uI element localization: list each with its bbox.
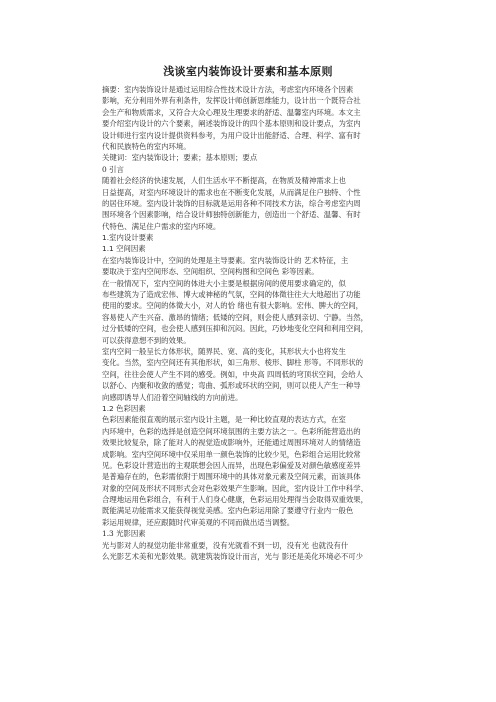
text-line: 见。色彩设计营造出的主观联想会因人而异，出现色彩偏爱及对颜色敏感度差异 [102, 460, 361, 470]
text-line: 色彩因素能很直观的展示室内设计主题，是一种比较直观的表达方式，在室 [102, 415, 346, 425]
text-line: 彩运用规律，还应跟随时代审美观的不同而做出适当调整。 [102, 517, 295, 527]
document-title: 浅谈室内装饰设计要素和基本原则 [163, 65, 333, 78]
subsection-heading: 光与影对人的视觉功能非常重要，没有光就看不到一切，没有光 也就没有什 [102, 540, 349, 550]
text-line: 向感即诱导人们沿着空间轴线的方向前进。 [102, 392, 243, 402]
text-line: 影响，充分利用外界有利条件，发挥设计师创新思维能力，设计出一个既符合社 [102, 96, 361, 106]
text-line: 关键词：室内装饰设计；要素；基本原则；要点 [102, 153, 258, 163]
text-line: 成影响。室内空间环境中仅采用单一颜色装饰的比较少见，色彩组合运用比较常 [102, 449, 361, 459]
text-line: 设计师进行室内设计提供资料参考，为用户设计出能舒适、合理、科学、富有时 [102, 130, 361, 140]
text-line: 在一般情况下，室内空间的体进大小主要是根据房间的使用要求确定的，似 [102, 278, 346, 288]
text-line: 可以获得意想不到的效果。 [102, 335, 191, 345]
text-line: 合理地运用色彩组合，有利于人们身心健康，色彩运用处理得当会取得双重效果， [102, 495, 369, 505]
text-line: 代和民族特色的室内环境。 [102, 141, 191, 151]
text-line: 以舒心、内聚和收敛的感觉；弯曲、弧形或环状的空间，则可以使人产生一种导 [102, 381, 361, 391]
text-line: 围环境各个因素影响，结合设计师独特创新能力，创造出一个舒适、温馨、有时 [102, 210, 361, 220]
text-line: 容易使人产生兴奋、激昂的情绪；低矮的空间，则会使人感到亲切、宁静。当然， [102, 312, 369, 322]
text-line: 布些建筑为了造成宏伟、博大或神秘的气氛，空间的体徵往往大大地超出了功能 [102, 290, 361, 300]
text-line: 0 引言 [102, 164, 124, 174]
text-line: 内环境中，色彩的选择是创造空间环境氛围的主要方法之一。色彩所能营造出的 [102, 426, 361, 436]
text-line: 么光影艺术美和光影效果。就建筑装饰设计而言，光与 影还是美化环境必不可少 [102, 552, 364, 562]
text-line: 既能满足功能需求又能获得视觉美感。室内色彩运用除了要遵守行业内一般色 [102, 506, 354, 516]
text-line: 空间，往往会使人产生不同的感受。例如，中央高 四周低的穹顶状空间，会给人 [102, 369, 364, 379]
text-line: 对象的空间及形状不同形式会对色彩效果产生影响。因此，室内设计工作中科学、 [102, 483, 369, 493]
text-line: 使用的要求。空间的体徵大小，对人的恰 绪也有很大影响。宏伟、脾大的空间， [102, 301, 364, 311]
text-line: 会生产和物质需求，又符合大众心理及生理要求的舒适、温馨室内环境。本文主 [102, 107, 361, 117]
text-line: 摘要：室内装饰设计是通过运用综合性技术设计方法，考虑室内环境各个因素 [102, 85, 354, 94]
section-heading: 1.室内设计要素 [102, 233, 154, 243]
text-line: 过分低矮的空间，也会使人感到压抑和沉闷。因此，巧妙地变化空间和利用空间， [102, 324, 369, 334]
subsection-heading: 1.2 色彩因素 [102, 403, 146, 413]
text-line: 要介绍室内设计的六个要素，阐述装饰设计的四个基本原则和设计要点，为室内 [102, 119, 361, 129]
text-line: 代特色、满足住户需求的室内环境。 [102, 221, 221, 231]
text-line: 室内空间一般呈长方体形状，随界民、宽、高的变化，其形状大小也将发生 [102, 346, 346, 356]
text-line: 在室内装饰设计中，空间的处理是主导要素。室内装饰设计的 艺术特征，主 [102, 255, 349, 265]
text-line: 变化。当然，室内空间还有其他形状，如三角形、棱形、脚柱 形等。不同形状的 [102, 358, 364, 368]
document-body [102, 84, 398, 562]
text-line: 1.3 光影因素 [102, 529, 146, 539]
text-line: 效果比较复杂，除了能对人的视觉造成影响外，还能通过周围环境对人的情绪造 [102, 438, 361, 448]
text-line: 的居住环境。室内设计装饰的目标就是运用各种不同技术方法，综合考虑室内周 [102, 198, 361, 208]
text-line: 日益提高，对室内环境设计的需求也在不断变化发展，从而满足住户独特、个性 [102, 187, 361, 197]
text-line: 要取决于室内空间形态、空间组织、空间构图和空间色 彩等因素。 [102, 267, 319, 277]
text-line: 是普遍存在的，色彩需依附于周围环境中的具体对象元素及空间元素，而该具体 [102, 472, 361, 482]
text-line: 随着社会经济的快速发展，人们生活水平不断提高，在物质及精神需求上也 [102, 176, 346, 186]
subsection-heading: 1.1 空间因素 [102, 244, 146, 254]
